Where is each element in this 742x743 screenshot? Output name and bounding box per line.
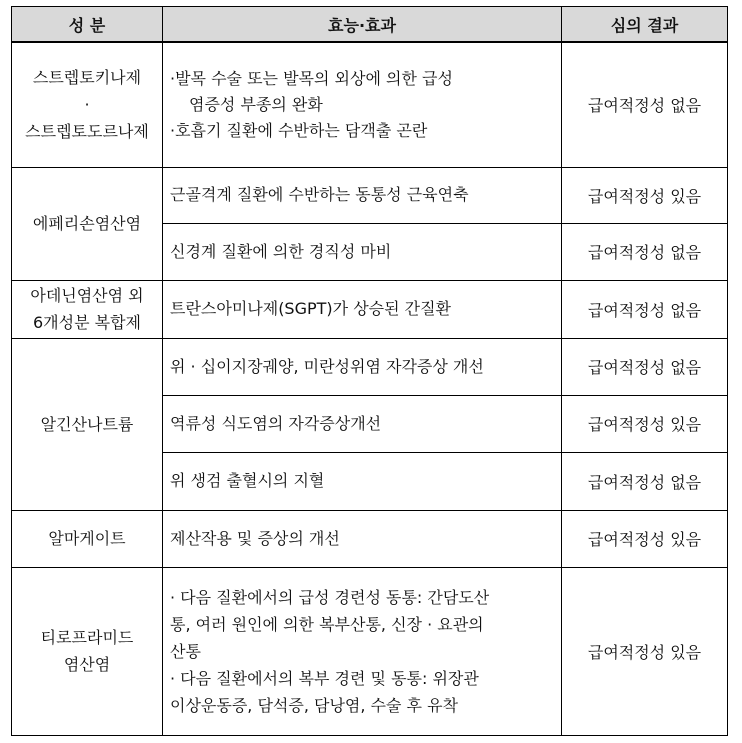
result-cell: 급여적정성 있음 — [562, 167, 728, 223]
ingredient-cell — [12, 280, 163, 338]
efficacy-text: 트란스아미나제(SGPT)가 상승된 간질환 — [170, 299, 452, 318]
result-cell: 급여적정성 없음 — [562, 223, 728, 280]
ingredient-cell — [12, 42, 163, 167]
table-row — [12, 338, 728, 395]
review-results-table — [11, 6, 728, 736]
ingredient-text: 스트렙토키나제 — [32, 68, 142, 88]
efficacy-text: 제산작용 및 증상의 개선 — [170, 528, 340, 548]
ingredient-text: 아데닌염산염 외 — [30, 286, 144, 305]
efficacy-text: ·호흡기 질환에 수반하는 담객출 곤란 — [170, 120, 428, 140]
efficacy-cell — [163, 167, 562, 223]
header-ingredient: 성 분 — [12, 7, 163, 43]
result-cell: 급여적정성 없음 — [562, 452, 728, 510]
efficacy-cell — [163, 567, 562, 735]
ingredient-cell — [12, 510, 163, 567]
ingredient-cell — [12, 567, 163, 735]
efficacy-cell — [163, 338, 562, 395]
efficacy-text: 통, 여러 원인에 의한 복부산통, 신장 · 요관의 — [170, 614, 484, 634]
ingredient-text: 알긴산나트륨 — [40, 414, 134, 434]
header-row — [12, 7, 728, 43]
efficacy-text: 위 생검 출혈시의 지혈 — [170, 471, 325, 490]
ingredient-text: · — [84, 95, 90, 115]
table-row — [12, 167, 728, 223]
efficacy-cell — [163, 452, 562, 510]
efficacy-cell — [163, 510, 562, 567]
ingredient-text: 알마게이트 — [48, 529, 126, 548]
efficacy-text: 역류성 식도염의 자각증상개선 — [170, 413, 382, 433]
efficacy-text: · 다음 질환에서의 복부 경련 및 동통: 위장관 — [170, 668, 479, 688]
efficacy-text: · 다음 질환에서의 급성 경련성 동통: 간담도산 — [170, 587, 490, 607]
result-cell: 급여적정성 있음 — [562, 395, 728, 452]
efficacy-text: 이상운동증, 담석증, 담낭염, 수술 후 유착 — [170, 695, 458, 715]
table-row — [12, 510, 728, 567]
ingredient-text: 스트렙토도르나제 — [25, 122, 149, 142]
efficacy-text: 산통 — [170, 641, 201, 661]
result-cell: 급여적정성 없음 — [562, 338, 728, 395]
ingredient-text: 티로프라미드 — [40, 628, 134, 647]
table-row — [12, 567, 728, 735]
ingredient-cell — [12, 167, 163, 280]
review-table-container — [11, 6, 728, 736]
ingredient-text: 에페리손염산염 — [32, 214, 142, 233]
table-row — [12, 42, 728, 167]
result-cell: 급여적정성 있음 — [562, 567, 728, 735]
efficacy-text: 신경계 질환에 의한 경직성 마비 — [170, 241, 392, 261]
header-efficacy: 효능·효과 — [163, 7, 562, 43]
result-cell: 급여적정성 있음 — [562, 510, 728, 567]
efficacy-cell — [163, 280, 562, 338]
efficacy-cell — [163, 395, 562, 452]
efficacy-text: 근골격계 질환에 수반하는 동통성 근육연축 — [170, 185, 469, 204]
ingredient-text: 염산염 — [63, 655, 111, 674]
table-row — [12, 280, 728, 338]
result-cell: 급여적정성 없음 — [562, 42, 728, 167]
header-result: 심의 결과 — [562, 7, 728, 43]
ingredient-cell — [12, 338, 163, 510]
efficacy-cell — [163, 42, 562, 167]
efficacy-cell — [163, 223, 562, 280]
result-cell: 급여적정성 없음 — [562, 280, 728, 338]
efficacy-text: ·발목 수술 또는 발목의 외상에 의한 급성 — [170, 68, 453, 88]
efficacy-text: 위 · 십이지장궤양, 미란성위염 자각증상 개선 — [170, 356, 484, 376]
efficacy-text: 염증성 부종의 완화 — [189, 94, 323, 114]
ingredient-text: 6개성분 복합제 — [32, 313, 141, 332]
